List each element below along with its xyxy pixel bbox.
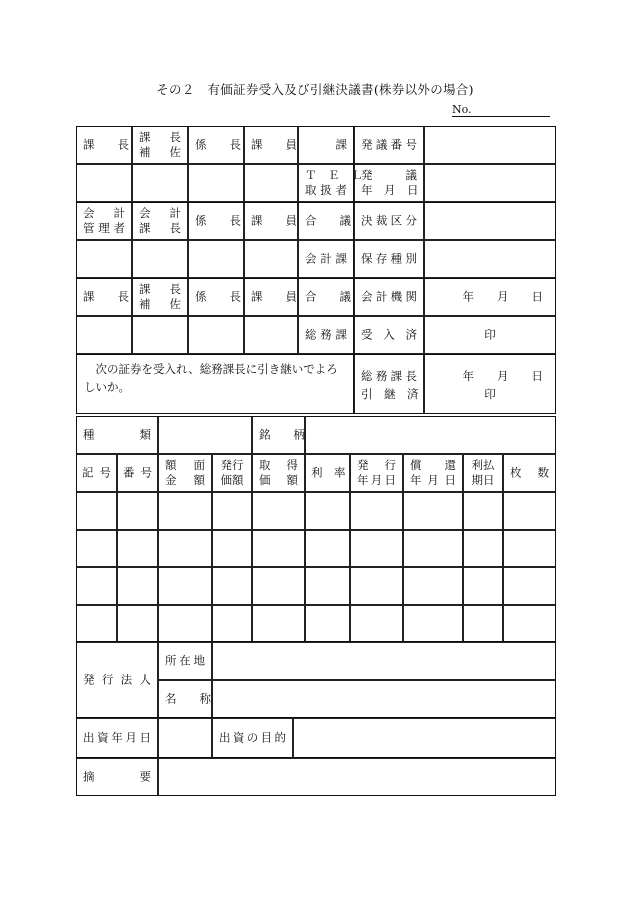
shozaichi-label: 所在地: [158, 642, 212, 680]
approval-kain: 課 員: [244, 278, 298, 316]
table-cell[interactable]: [403, 567, 463, 605]
approval-kain: 課 員: [244, 126, 298, 164]
table-cell[interactable]: [117, 605, 158, 643]
table-cell[interactable]: [252, 567, 305, 605]
approval-kakaricho: 係 長: [188, 278, 244, 316]
approval-hosa: 課 長 補 佐: [132, 278, 188, 316]
table-cell[interactable]: [305, 605, 350, 643]
table-cell[interactable]: [76, 492, 117, 530]
seal-box[interactable]: [244, 164, 298, 202]
aigi-label: 合 議: [298, 278, 354, 316]
shusshi-date-value[interactable]: [158, 718, 212, 758]
hozon-label: 保存種別: [354, 240, 424, 278]
table-cell[interactable]: [305, 530, 350, 568]
seal-box[interactable]: [132, 164, 188, 202]
table-cell[interactable]: [403, 492, 463, 530]
table-cell[interactable]: [158, 605, 212, 643]
seal-box[interactable]: [188, 164, 244, 202]
col-header-gaku: 額 面 金 額: [158, 454, 212, 492]
table-cell[interactable]: [305, 492, 350, 530]
col-header-shutoku: 取 得 価 額: [252, 454, 305, 492]
table-cell[interactable]: [117, 567, 158, 605]
table-cell[interactable]: [158, 530, 212, 568]
seal-box[interactable]: [132, 316, 188, 354]
seal-box[interactable]: [188, 240, 244, 278]
table-cell[interactable]: [117, 530, 158, 568]
table-cell[interactable]: [158, 492, 212, 530]
meisho-value[interactable]: [212, 680, 556, 718]
seal-box[interactable]: [244, 240, 298, 278]
table-cell[interactable]: [403, 605, 463, 643]
table-cell[interactable]: [252, 492, 305, 530]
shusshi-date-label: 出資年月日: [76, 718, 158, 758]
document-number-label: No.: [452, 103, 472, 116]
tekiyo-label: 摘 要: [76, 758, 158, 796]
table-cell[interactable]: [503, 530, 556, 568]
tekiyo-value[interactable]: [158, 758, 556, 796]
document-title: その２ 有価証券受入及び引継決議書(株券以外の場合): [156, 82, 474, 97]
kessai-value[interactable]: [424, 202, 556, 240]
col-header-hakko: 発行 価額: [212, 454, 252, 492]
col-header-bango: 番号: [117, 454, 158, 492]
seal-box[interactable]: [244, 316, 298, 354]
seal-box[interactable]: [76, 164, 132, 202]
ukeire-label: 受入済: [354, 316, 424, 354]
meigara-label: 銘 柄: [252, 416, 305, 454]
table-cell[interactable]: [212, 567, 252, 605]
table-cell[interactable]: [117, 492, 158, 530]
table-cell[interactable]: [503, 492, 556, 530]
tel-handler: Ｔ Ｅ Ｌ 取扱者: [298, 164, 354, 202]
kaikei-kikan-date[interactable]: 年 月 日: [424, 278, 556, 316]
approval-kakaricho: 係 長: [188, 126, 244, 164]
table-cell[interactable]: [350, 530, 403, 568]
somuka-label: 総務課: [298, 316, 354, 354]
shusshi-mokuteki-value[interactable]: [293, 718, 556, 758]
table-cell[interactable]: [463, 492, 503, 530]
somu-hikitsugi-date[interactable]: 年 月 日 印: [424, 354, 556, 414]
shurui-value[interactable]: [158, 416, 252, 454]
seal-box[interactable]: [76, 240, 132, 278]
kaikei-kacho: 会 計 課 長: [132, 202, 188, 240]
col-header-hakko-date: 発 行 年月日: [350, 454, 403, 492]
table-cell[interactable]: [350, 492, 403, 530]
meigara-value[interactable]: [305, 416, 556, 454]
table-cell[interactable]: [305, 567, 350, 605]
col-header-shokan: 償 還 年 月 日: [403, 454, 463, 492]
kaikei-kanrisha: 会 計 管理者: [76, 202, 132, 240]
approval-ka: 課: [298, 126, 354, 164]
hatsugi-date-label: 発 議 年 月 日: [354, 164, 424, 202]
somu-hikitsugi-label: 総務課長 引 継 済: [354, 354, 424, 414]
hakko-hojin-label: 発行法人: [76, 642, 158, 718]
table-cell[interactable]: [403, 530, 463, 568]
col-header-maisu: 枚 数: [503, 454, 556, 492]
seal-box[interactable]: [188, 316, 244, 354]
approval-kacho: 課 長: [76, 126, 132, 164]
col-header-ribarai: 利払 期日: [463, 454, 503, 492]
shusshi-mokuteki-label: 出資の目的: [212, 718, 293, 758]
table-cell[interactable]: [350, 605, 403, 643]
ukeire-seal[interactable]: 印: [424, 316, 556, 354]
hatsugi-number-value[interactable]: [424, 126, 556, 164]
shozaichi-value[interactable]: [212, 642, 556, 680]
table-cell[interactable]: [76, 605, 117, 643]
table-cell[interactable]: [212, 530, 252, 568]
table-cell[interactable]: [76, 567, 117, 605]
hatsugi-number-label: 発議番号: [354, 126, 424, 164]
document-number-field[interactable]: [452, 103, 550, 117]
aigi-label: 合 議: [298, 202, 354, 240]
col-header-kigo: 記号: [76, 454, 117, 492]
seal-box[interactable]: [76, 316, 132, 354]
request-text: 次の証券を受入れ、総務課長に引き継いでよろしいか。: [84, 362, 338, 394]
table-cell[interactable]: [463, 605, 503, 643]
meisho-label: 名 称: [158, 680, 212, 718]
table-cell[interactable]: [212, 492, 252, 530]
table-cell[interactable]: [158, 567, 212, 605]
table-cell[interactable]: [463, 567, 503, 605]
table-cell[interactable]: [252, 530, 305, 568]
hozon-value[interactable]: [424, 240, 556, 278]
seal-box[interactable]: [132, 240, 188, 278]
col-header-riritsu: 利 率: [305, 454, 350, 492]
table-cell[interactable]: [252, 605, 305, 643]
kaikei-kikan-label: 会計機関: [354, 278, 424, 316]
table-cell[interactable]: [503, 567, 556, 605]
approval-hosa: 課 長 補 佐: [132, 126, 188, 164]
kaikei-kain: 課 員: [244, 202, 298, 240]
hatsugi-date-value[interactable]: [424, 164, 556, 202]
request-text-cell: [76, 354, 354, 414]
kaikei-kakaricho: 係 長: [188, 202, 244, 240]
kaikeika-label: 会計課: [298, 240, 354, 278]
kessai-label: 決裁区分: [354, 202, 424, 240]
table-cell[interactable]: [503, 605, 556, 643]
table-cell[interactable]: [350, 567, 403, 605]
table-cell[interactable]: [212, 605, 252, 643]
shurui-label: 種 類: [76, 416, 158, 454]
table-cell[interactable]: [463, 530, 503, 568]
approval-kacho: 課 長: [76, 278, 132, 316]
table-cell[interactable]: [76, 530, 117, 568]
